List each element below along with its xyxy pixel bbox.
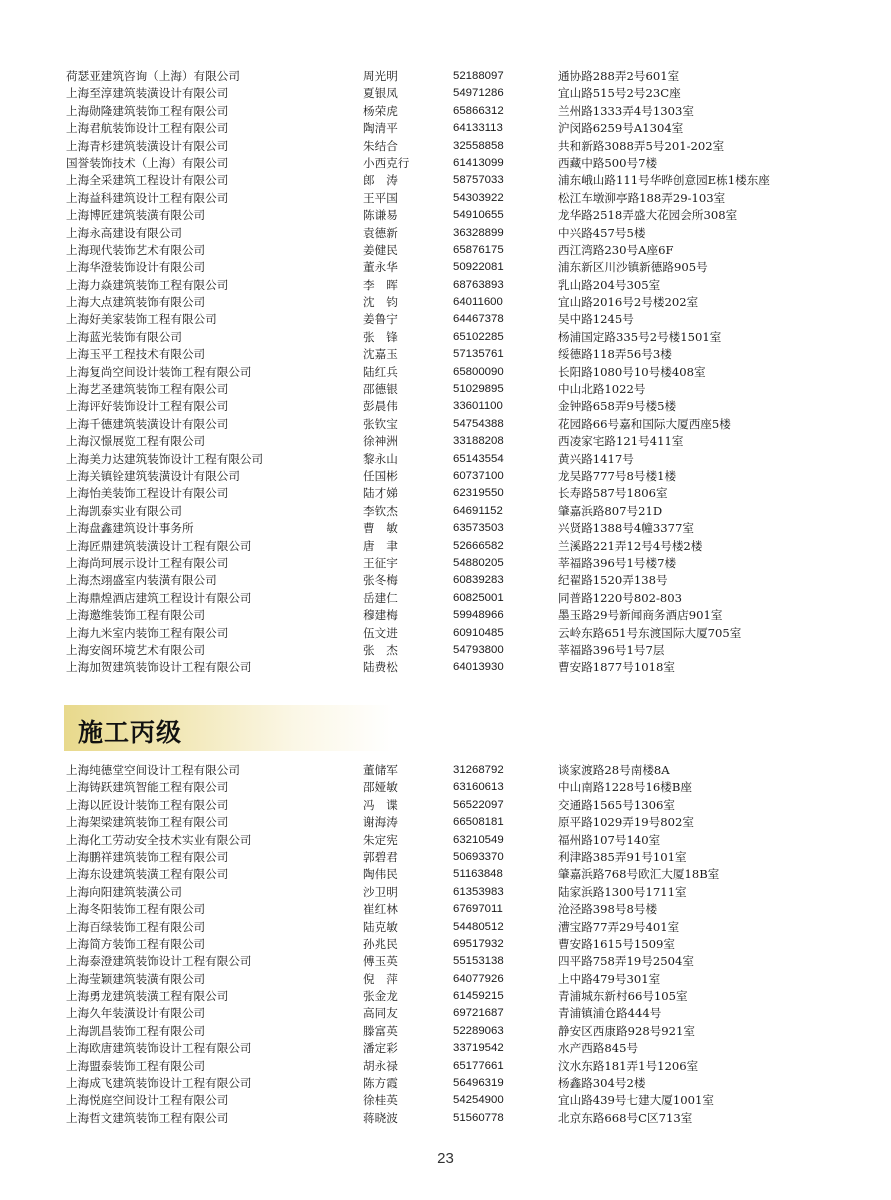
list-item xyxy=(66,590,826,607)
phone-number: 64011600 xyxy=(453,296,503,309)
phone-number: 56522097 xyxy=(453,798,504,811)
list-item xyxy=(66,329,826,346)
address: 福州路107号140室 xyxy=(558,832,661,847)
phone-number: 61353983 xyxy=(453,885,504,898)
address: 金钟路658弄9号楼5楼 xyxy=(558,399,677,414)
address: 利津路385弄91号101室 xyxy=(558,849,687,864)
list-item xyxy=(66,1040,826,1057)
contact-person: 王征宇 xyxy=(363,555,398,570)
company-name: 上海成飞建筑装饰设计工程有限公司 xyxy=(66,1076,252,1091)
list-item xyxy=(66,832,826,849)
company-name: 上海加贺建筑装饰设计工程有限公司 xyxy=(66,660,252,675)
contact-person: 姜鲁宁 xyxy=(363,312,398,327)
phone-number: 54754388 xyxy=(453,417,504,430)
list-item xyxy=(66,120,826,137)
phone-number: 64133113 xyxy=(453,122,503,135)
company-name: 上海安阁环境艺术有限公司 xyxy=(66,642,206,657)
phone-number: 60737100 xyxy=(453,469,504,482)
page-number: 23 xyxy=(437,1150,454,1167)
company-name: 上海盘鑫建筑设计事务所 xyxy=(66,521,194,536)
contact-person: 邵德银 xyxy=(363,382,398,397)
list-item xyxy=(66,68,826,85)
phone-number: 50693370 xyxy=(453,850,504,863)
contact-person: 彭晨伟 xyxy=(363,399,398,414)
list-item xyxy=(66,259,826,276)
address: 宜山路439号七建大厦1001室 xyxy=(558,1093,714,1108)
company-name: 上海君航装饰设计工程有限公司 xyxy=(66,121,229,136)
contact-person: 陆克敏 xyxy=(363,919,398,934)
contact-person: 潘定彩 xyxy=(363,1041,398,1056)
phone-number: 64077926 xyxy=(453,972,504,985)
contact-person: 张钦宝 xyxy=(363,416,398,431)
address: 四平路758弄19号2504室 xyxy=(558,954,694,969)
list-item xyxy=(66,659,826,676)
contact-person: 张 杰 xyxy=(363,642,398,657)
contact-person: 朱结合 xyxy=(363,138,398,153)
company-name: 上海艺圣建筑装饰工程有限公司 xyxy=(66,382,229,397)
phone-number: 59948966 xyxy=(453,609,504,622)
company-name: 上海关镇铨建筑装潢设计有限公司 xyxy=(66,468,240,483)
list-item xyxy=(66,642,826,659)
contact-person: 黎永山 xyxy=(363,451,398,466)
phone-number: 68763893 xyxy=(453,278,504,291)
contact-person: 陆才娣 xyxy=(363,486,398,501)
list-item xyxy=(66,346,826,363)
contact-person: 曹 敏 xyxy=(363,521,398,536)
address: 杨鑫路304号2楼 xyxy=(558,1076,646,1091)
company-name: 上海欧唐建筑装饰设计工程有限公司 xyxy=(66,1041,252,1056)
list-item xyxy=(66,988,826,1005)
address: 宜山路515号2号23C座 xyxy=(558,86,681,101)
contact-person: 孙兆民 xyxy=(363,936,398,951)
company-name: 上海现代装饰艺术有限公司 xyxy=(66,242,206,257)
phone-number: 64013930 xyxy=(453,661,504,674)
address: 沪闵路6259号A1304室 xyxy=(558,121,684,136)
contact-person: 高同友 xyxy=(363,1006,398,1021)
phone-number: 55153138 xyxy=(453,955,504,968)
address: 乳山路204号305室 xyxy=(558,277,661,292)
company-name: 上海莹颖建筑装潢有限公司 xyxy=(66,971,206,986)
address: 长阳路1080号10号楼408室 xyxy=(558,364,706,379)
list-item xyxy=(66,451,826,468)
contact-person: 李 晖 xyxy=(363,277,398,292)
company-list-b xyxy=(66,762,826,1127)
address: 曹安路1615号1509室 xyxy=(558,936,675,951)
address: 中山北路1022号 xyxy=(558,382,646,397)
company-name: 上海千德建筑装潢设计有限公司 xyxy=(66,416,229,431)
address: 西江湾路230号A座6F xyxy=(558,242,674,257)
address: 青浦镇浦仓路444号 xyxy=(558,1006,662,1021)
list-item xyxy=(66,1110,826,1127)
list-item xyxy=(66,572,826,589)
phone-number: 65102285 xyxy=(453,330,504,343)
address: 浦东新区川沙镇新德路905号 xyxy=(558,260,708,275)
list-item xyxy=(66,311,826,328)
phone-number: 36328899 xyxy=(453,226,504,239)
address: 交通路1565号1306室 xyxy=(558,797,675,812)
list-item xyxy=(66,625,826,642)
phone-number: 62319550 xyxy=(453,487,504,500)
company-name: 上海向阳建筑装潢公司 xyxy=(66,884,182,899)
address: 共和新路3088弄5号201-202室 xyxy=(558,138,725,153)
address: 兰溪路221弄12号4号楼2楼 xyxy=(558,538,703,553)
list-item xyxy=(66,1023,826,1040)
list-item xyxy=(66,953,826,970)
list-item xyxy=(66,1092,826,1109)
phone-number: 65866312 xyxy=(453,104,504,117)
phone-number: 63210549 xyxy=(453,833,504,846)
company-name: 上海蓝光装饰有限公司 xyxy=(66,329,182,344)
list-item xyxy=(66,607,826,624)
contact-person: 王平国 xyxy=(363,190,398,205)
list-item xyxy=(66,103,826,120)
contact-person: 张冬梅 xyxy=(363,573,398,588)
list-item xyxy=(66,971,826,988)
list-item xyxy=(66,172,826,189)
contact-person: 徐桂英 xyxy=(363,1093,398,1108)
contact-person: 小西克行 xyxy=(363,155,410,170)
company-name: 上海复尚空间设计装饰工程有限公司 xyxy=(66,364,252,379)
address: 汶水东路181弄1号1206室 xyxy=(558,1058,699,1073)
company-name: 荷瑟亚建筑咨询（上海）有限公司 xyxy=(66,69,240,83)
list-item xyxy=(66,138,826,155)
contact-person: 陆红兵 xyxy=(363,364,398,379)
company-name: 上海冬阳装饰工程有限公司 xyxy=(66,902,206,917)
contact-person: 姜健民 xyxy=(363,242,398,257)
address: 长寿路587号1806室 xyxy=(558,486,668,501)
list-item xyxy=(66,538,826,555)
address: 松江车墩泖亭路188弄29-103室 xyxy=(558,190,726,205)
contact-person: 穆建梅 xyxy=(363,608,398,623)
address: 宜山路2016号2号楼202室 xyxy=(558,295,699,310)
phone-number: 58757033 xyxy=(453,174,504,187)
list-item xyxy=(66,242,826,259)
contact-person: 傅玉英 xyxy=(363,954,398,969)
address: 肇嘉浜路807号21D xyxy=(558,503,663,518)
address: 中山南路1228号16楼B座 xyxy=(558,780,692,795)
company-name: 上海凯泰实业有限公司 xyxy=(66,503,182,518)
company-name: 上海美力达建筑装饰设计工程有限公司 xyxy=(66,451,264,466)
address: 水产西路845号 xyxy=(558,1041,639,1056)
phone-number: 63160613 xyxy=(453,781,504,794)
address: 中兴路457号5楼 xyxy=(558,225,646,240)
list-item xyxy=(66,433,826,450)
address: 谈家渡路28号南楼8A xyxy=(558,763,670,777)
contact-person: 陈谦易 xyxy=(363,208,398,223)
phone-number: 54254900 xyxy=(453,1094,504,1107)
company-name: 上海勇龙建筑装潢工程有限公司 xyxy=(66,989,229,1004)
contact-person: 胡永禄 xyxy=(363,1058,398,1073)
section-header xyxy=(64,705,394,751)
company-name: 上海鼎煌酒店建筑工程设计有限公司 xyxy=(66,590,252,605)
address: 同普路1220号802-803 xyxy=(558,590,683,605)
list-item xyxy=(66,398,826,415)
phone-number: 31268792 xyxy=(453,764,504,776)
list-item xyxy=(66,85,826,102)
address: 通协路288弄2号601室 xyxy=(558,69,680,83)
company-name: 上海以匠设计装饰工程有限公司 xyxy=(66,797,229,812)
contact-person: 张 锋 xyxy=(363,329,398,344)
address: 云岭东路651号东渡国际大厦705室 xyxy=(558,625,742,640)
list-item xyxy=(66,207,826,224)
phone-number: 61459215 xyxy=(453,990,504,1003)
address: 黄兴路1417号 xyxy=(558,451,634,466)
company-name: 上海鹏祥建筑装饰工程有限公司 xyxy=(66,849,229,864)
list-item xyxy=(66,1058,826,1075)
company-name: 上海玉平工程技术有限公司 xyxy=(66,347,206,362)
phone-number: 57135761 xyxy=(453,348,504,361)
contact-person: 杨荣虎 xyxy=(363,103,398,118)
company-name: 上海益科建筑设计工程有限公司 xyxy=(66,190,229,205)
list-item xyxy=(66,468,826,485)
phone-number: 63573503 xyxy=(453,522,504,535)
company-name: 上海华澄装饰设计有限公司 xyxy=(66,260,206,275)
address: 沧泾路398号8号楼 xyxy=(558,902,658,917)
company-name: 上海化工劳动安全技术实业有限公司 xyxy=(66,832,252,847)
contact-person: 郭碧君 xyxy=(363,849,398,864)
phone-number: 60825001 xyxy=(453,591,504,604)
address: 龙吴路777号8号楼1楼 xyxy=(558,468,677,483)
company-name: 上海九米室内装饰工程有限公司 xyxy=(66,625,229,640)
address: 陆家浜路1300号1711室 xyxy=(558,884,687,899)
company-name: 上海凯昌装饰工程有限公司 xyxy=(66,1023,206,1038)
address: 上中路479号301室 xyxy=(558,971,661,986)
list-item xyxy=(66,485,826,502)
list-item xyxy=(66,901,826,918)
phone-number: 52188097 xyxy=(453,70,504,82)
phone-number: 51163848 xyxy=(453,868,503,881)
list-item xyxy=(66,155,826,172)
address: 莘福路396号1号7层 xyxy=(558,642,665,657)
contact-person: 蒋晓波 xyxy=(363,1110,398,1125)
list-item xyxy=(66,1075,826,1092)
list-item xyxy=(66,866,826,883)
company-name: 上海铸跃建筑智能工程有限公司 xyxy=(66,780,229,795)
phone-number: 61413099 xyxy=(453,156,504,169)
list-item xyxy=(66,1005,826,1022)
contact-person: 董储军 xyxy=(363,763,398,777)
address: 静安区西康路928号921室 xyxy=(558,1023,696,1038)
list-item xyxy=(66,555,826,572)
address: 青浦城东新村66号105室 xyxy=(558,989,688,1004)
company-name: 上海至淳建筑装潢设计有限公司 xyxy=(66,86,229,101)
phone-number: 52289063 xyxy=(453,1024,504,1037)
phone-number: 33188208 xyxy=(453,435,504,448)
contact-person: 朱定宪 xyxy=(363,832,398,847)
company-name: 上海哲文建筑装饰工程有限公司 xyxy=(66,1110,229,1125)
list-item xyxy=(66,919,826,936)
contact-person: 任国彬 xyxy=(363,468,398,483)
company-list-a xyxy=(66,68,826,677)
company-name: 上海邀维装饰工程有限公司 xyxy=(66,608,206,623)
contact-person: 冯 谍 xyxy=(363,797,398,812)
company-name: 上海久年装潢设计有限公司 xyxy=(66,1006,206,1021)
address: 肇嘉浜路768号欧汇大厦18B室 xyxy=(558,867,720,882)
phone-number: 65177661 xyxy=(453,1059,504,1072)
phone-number: 54971286 xyxy=(453,87,504,100)
contact-person: 岳建仁 xyxy=(363,590,398,605)
contact-person: 周光明 xyxy=(363,69,398,83)
phone-number: 54793800 xyxy=(453,643,504,656)
company-name: 上海博匠建筑装潢有限公司 xyxy=(66,208,206,223)
contact-person: 沈嘉玉 xyxy=(363,347,398,362)
phone-number: 54910655 xyxy=(453,209,504,222)
address: 西凌家宅路121号411室 xyxy=(558,434,684,449)
contact-person: 陶清平 xyxy=(363,121,398,136)
company-name: 上海青杉建筑装潢设计有限公司 xyxy=(66,138,229,153)
list-item xyxy=(66,762,826,779)
list-item xyxy=(66,814,826,831)
contact-person: 夏银凤 xyxy=(363,86,398,101)
company-name: 上海怡美装饰工程设计有限公司 xyxy=(66,486,229,501)
company-name: 上海匠鼎建筑装潢设计工程有限公司 xyxy=(66,538,252,553)
contact-person: 伍文进 xyxy=(363,625,398,640)
company-name: 上海力焱建筑装饰工程有限公司 xyxy=(66,277,229,292)
address: 莘福路396号1号楼7楼 xyxy=(558,555,677,570)
phone-number: 54480512 xyxy=(453,920,504,933)
address: 曹安路1877号1018室 xyxy=(558,660,675,675)
phone-number: 51029895 xyxy=(453,383,504,396)
phone-number: 32558858 xyxy=(453,139,504,152)
list-item xyxy=(66,520,826,537)
list-item xyxy=(66,797,826,814)
company-name: 上海纯德堂空间设计工程有限公司 xyxy=(66,763,240,777)
company-name: 上海勋隆建筑装饰工程有限公司 xyxy=(66,103,229,118)
contact-person: 董永华 xyxy=(363,260,398,275)
contact-person: 陶伟民 xyxy=(363,867,398,882)
phone-number: 65800090 xyxy=(453,365,504,378)
list-item xyxy=(66,225,826,242)
phone-number: 64467378 xyxy=(453,313,504,326)
company-name: 上海大点建筑装饰有限公司 xyxy=(66,295,206,310)
phone-number: 66508181 xyxy=(453,816,504,829)
company-name: 上海悦庭空间设计工程有限公司 xyxy=(66,1093,229,1108)
contact-person: 邵娅敏 xyxy=(363,780,398,795)
phone-number: 52666582 xyxy=(453,539,504,552)
address: 杨浦国定路335号2号楼1501室 xyxy=(558,329,722,344)
section-title: 施工丙级 xyxy=(78,718,183,747)
address: 兴贤路1388号4幢3377室 xyxy=(558,521,694,536)
contact-person: 唐 聿 xyxy=(363,538,398,553)
list-item xyxy=(66,936,826,953)
phone-number: 56496319 xyxy=(453,1077,504,1090)
company-name: 上海评好装饰设计工程有限公司 xyxy=(66,399,229,414)
address: 漕宝路77弄29号401室 xyxy=(558,919,680,934)
address: 吴中路1245号 xyxy=(558,312,634,327)
phone-number: 51560778 xyxy=(453,1111,504,1124)
contact-person: 沈 钧 xyxy=(363,295,398,310)
phone-number: 54303922 xyxy=(453,191,504,204)
list-item xyxy=(66,294,826,311)
address: 绥德路118弄56号3楼 xyxy=(558,347,672,362)
phone-number: 33601100 xyxy=(453,400,503,413)
contact-person: 陆费松 xyxy=(363,660,398,675)
phone-number: 65876175 xyxy=(453,243,504,256)
phone-number: 69517932 xyxy=(453,937,504,950)
contact-person: 滕富英 xyxy=(363,1023,398,1038)
contact-person: 陈方霞 xyxy=(363,1076,398,1091)
list-item xyxy=(66,779,826,796)
address: 花园路66号嘉和国际大厦西座5楼 xyxy=(558,416,731,431)
company-name: 上海泰澄建筑装饰设计工程有限公司 xyxy=(66,954,252,969)
list-item xyxy=(66,503,826,520)
contact-person: 郎 涛 xyxy=(363,173,398,188)
phone-number: 67697011 xyxy=(453,903,503,916)
phone-number: 65143554 xyxy=(453,452,504,465)
contact-person: 沙卫明 xyxy=(363,884,398,899)
contact-person: 谢海涛 xyxy=(363,815,398,830)
address: 西藏中路500号7楼 xyxy=(558,155,658,170)
company-name: 上海简方装饰工程有限公司 xyxy=(66,936,206,951)
company-name: 上海杰翊盛室内装潢有限公司 xyxy=(66,573,217,588)
address: 浦东峨山路111号华晔创意园E栋1楼东座 xyxy=(558,173,770,188)
phone-number: 64691152 xyxy=(453,504,503,517)
list-item xyxy=(66,416,826,433)
company-name: 上海百绿装饰工程有限公司 xyxy=(66,919,206,934)
list-item xyxy=(66,277,826,294)
address: 纪翟路1520弄138号 xyxy=(558,573,668,588)
company-name: 上海盟泰装饰工程有限公司 xyxy=(66,1058,206,1073)
company-name: 上海尚珂展示设计工程有限公司 xyxy=(66,555,229,570)
list-item xyxy=(66,884,826,901)
address: 墨玉路29号新闻商务酒店901室 xyxy=(558,608,723,623)
address: 原平路1029弄19号802室 xyxy=(558,815,694,830)
contact-person: 张金龙 xyxy=(363,989,398,1004)
phone-number: 69721687 xyxy=(453,1007,504,1020)
list-item xyxy=(66,381,826,398)
contact-person: 李钦杰 xyxy=(363,503,398,518)
company-name: 上海东设建筑装潢工程有限公司 xyxy=(66,867,229,882)
phone-number: 50922081 xyxy=(453,261,504,274)
phone-number: 33719542 xyxy=(453,1042,504,1055)
address: 兰州路1333弄4号1303室 xyxy=(558,103,694,118)
phone-number: 54880205 xyxy=(453,556,504,569)
company-name: 上海全采建筑工程设计有限公司 xyxy=(66,173,229,188)
list-item xyxy=(66,849,826,866)
list-item xyxy=(66,190,826,207)
address: 龙华路2518弄盛大花园会所308室 xyxy=(558,208,738,223)
company-name: 上海架梁建筑装饰工程有限公司 xyxy=(66,815,229,830)
phone-number: 60839283 xyxy=(453,574,504,587)
contact-person: 袁德新 xyxy=(363,225,398,240)
company-name: 上海汉憬展览工程有限公司 xyxy=(66,434,206,449)
company-name: 上海永高建设有限公司 xyxy=(66,225,182,240)
company-name: 上海好美家装饰工程有限公司 xyxy=(66,312,217,327)
contact-person: 倪 萍 xyxy=(363,971,398,986)
contact-person: 崔红林 xyxy=(363,902,398,917)
list-item xyxy=(66,364,826,381)
company-name: 国誉装饰技术（上海）有限公司 xyxy=(66,155,229,170)
address: 北京东路668号C区713室 xyxy=(558,1110,693,1125)
phone-number: 60910485 xyxy=(453,626,504,639)
contact-person: 徐神洲 xyxy=(363,434,398,449)
